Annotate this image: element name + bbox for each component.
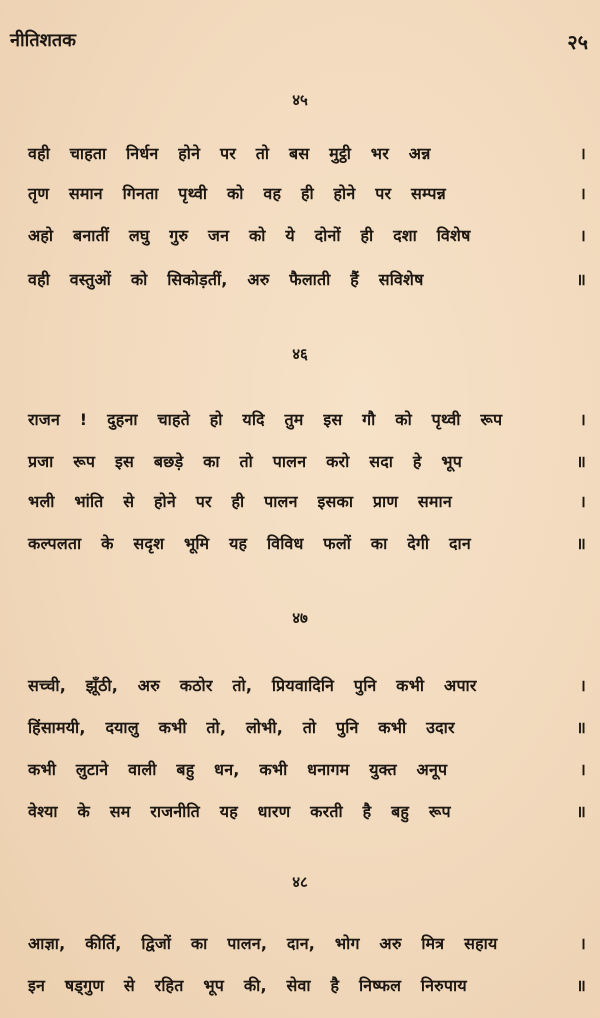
verse-number: ४८ xyxy=(292,873,308,891)
verse-number: ४५ xyxy=(292,91,308,109)
verse-line xyxy=(28,674,586,698)
verse-line-text: वही चाहता निर्धन होने पर तो बस मुट्ठी भर अन्न xyxy=(28,144,431,163)
verse-line-text: वेश्या के सम राजनीति यह धारण करती है बहु रूप xyxy=(28,802,451,821)
verse-line xyxy=(28,974,586,998)
verse-number: ४७ xyxy=(292,609,308,627)
verse-line-end-mark: ॥ xyxy=(576,270,586,289)
verse-line-end-mark: । xyxy=(579,492,586,511)
verse-line-text: कभी लुटाने वाली बहु धन, कभी धनागम युक्त अनूप xyxy=(28,760,448,779)
verse-line-text: इन षड्गुण से रहित भूप की, सेवा है निष्फल निरुपाय xyxy=(28,976,467,995)
verse-line xyxy=(28,450,586,474)
verse-line xyxy=(28,532,586,556)
verse-line-end-mark: । xyxy=(579,934,586,953)
verse-line-end-mark: । xyxy=(579,226,586,245)
verse-line-text: अहो बनातीं लघु गुरु जन को ये दोनों ही दशा विशेष xyxy=(28,226,471,245)
verse-number: ४६ xyxy=(292,345,308,363)
verse-line-end-mark: ॥ xyxy=(576,534,586,553)
verse-line-end-mark: । xyxy=(579,760,586,779)
verse-line xyxy=(28,716,586,740)
verse-line xyxy=(28,142,586,166)
verse-line xyxy=(28,800,586,824)
verse-line-text: राजन ! दुहना चाहते हो यदि तुम इस गौ को पृथ्वी रूप xyxy=(28,410,503,429)
verse-line xyxy=(28,932,586,956)
verse-line xyxy=(28,408,586,432)
verse-line-text: आज्ञा, कीर्ति, द्विजों का पालन, दान, भोग अरु मित्र सहाय xyxy=(28,934,498,953)
verse-line xyxy=(28,490,586,514)
verse-line-text: वही वस्तुओं को सिकोड़तीं, अरु फैलाती हैं सविशेष xyxy=(28,270,424,289)
verse-line-text: सच्ची, झूँठी, अरु कठोर तो, प्रियवादिनि पुनि कभी अपार xyxy=(28,676,477,695)
verse-line-end-mark: । xyxy=(579,410,586,429)
verse-line-end-mark: । xyxy=(579,184,586,203)
page-number: २५ xyxy=(567,30,588,54)
verse-line xyxy=(28,182,586,206)
verse-line-text: भली भांति से होने पर ही पालन इसका प्राण समान xyxy=(28,492,452,511)
verse-line-end-mark: । xyxy=(579,144,586,163)
page-header xyxy=(10,28,590,58)
verse-line-end-mark: ॥ xyxy=(576,976,586,995)
verse-line-end-mark: ॥ xyxy=(576,718,586,737)
verse-line xyxy=(28,268,586,292)
verse-line-text: हिंसामयी, दयालु कभी तो, लोभी, तो पुनि कभी उदार xyxy=(28,718,455,737)
verse-line-text: प्रजा रूप इस बछड़े का तो पालन करो सदा हे भूप xyxy=(28,452,463,471)
verse-line-text: कल्पलता के सदृश भूमि यह विविध फलों का देगी दान xyxy=(28,534,471,553)
verse-line-end-mark: ॥ xyxy=(576,452,586,471)
verse-line xyxy=(28,224,586,248)
verse-line-end-mark: ॥ xyxy=(576,802,586,821)
verse-line xyxy=(28,758,586,782)
verse-line-end-mark: । xyxy=(579,676,586,695)
verse-line-text: तृण समान गिनता पृथ्वी को वह ही होने पर सम्पन्न xyxy=(28,184,446,203)
running-title: नीतिशतक xyxy=(10,30,76,51)
